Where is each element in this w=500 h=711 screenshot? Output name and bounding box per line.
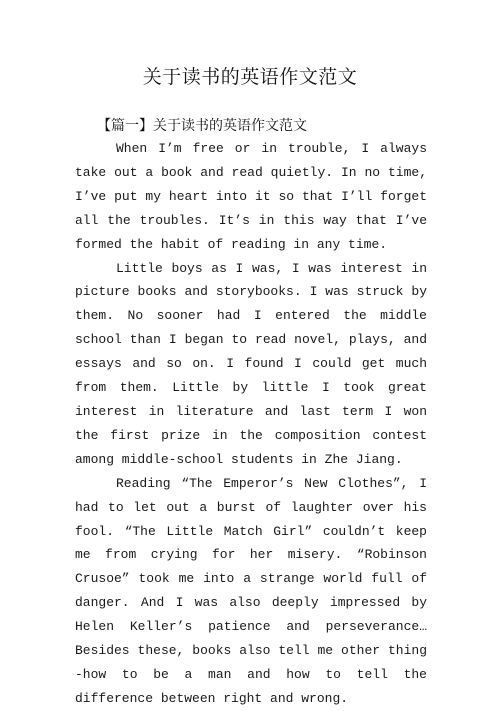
paragraph-1: When I’m free or in trouble, I always take out a book and read quietly. In no time, I’ve put my heart into it so that I’ll forget all the troubles. It’s in this way that I’ve formed the habit of reading in any time.	[75, 141, 427, 252]
paragraph-2: Little boys as I was, I was interest in picture books and storybooks. I was struck by them. No sooner had I entered the middle school than I began to read novel, plays, and essays and so on. I found I could get much from them. Little by little I took great interest in literature and last term I won the first prize in the composition contest among middle-school students in Zhe Jiang.	[75, 260, 427, 467]
paragraph-3: Reading “The Emperor’s New Clothes”, I had to let out a burst of laughter over his fool. “The Little Match Girl” couldn’t keep me from crying for her misery. “Robinson Crusoe” took me into a strange world full of danger. And I was also deeply impressed by Helen Keller’s patience and perseverance… Besides these, books also tell me other thing -how to be a man and how to tell the difference between right and wrong.	[75, 475, 427, 706]
essay-body	[75, 137, 427, 711]
document-title: 关于读书的英语作文范文	[142, 66, 358, 88]
section-heading: 【篇一】关于读书的英语作文范文	[97, 118, 307, 134]
